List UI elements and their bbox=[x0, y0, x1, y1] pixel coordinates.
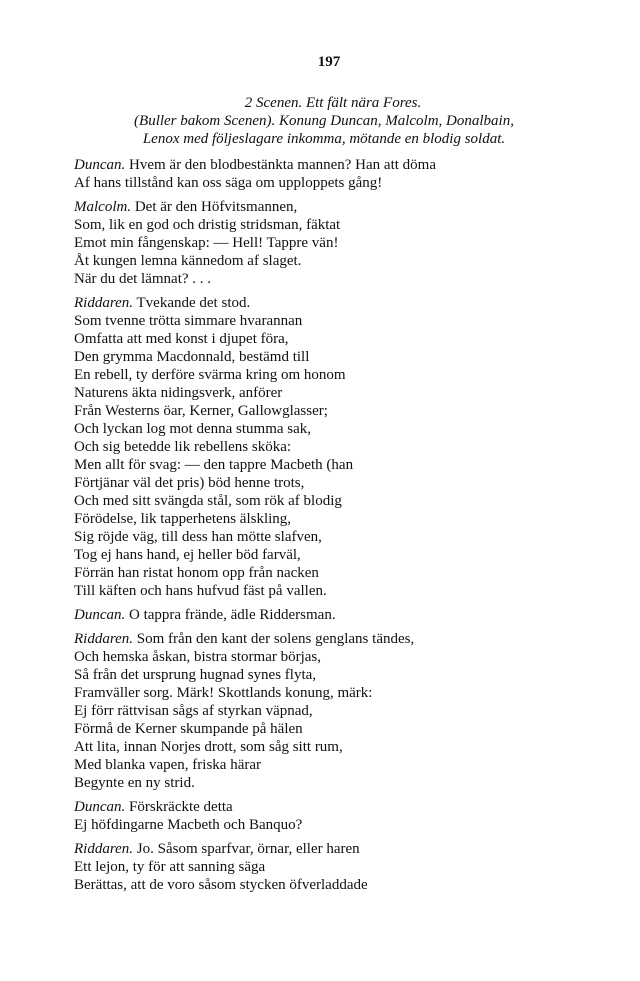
page-number: 197 bbox=[317, 54, 341, 70]
verse-line bbox=[74, 234, 574, 252]
line-text: Men allt för svag: — den tappre Macbeth (han bbox=[74, 457, 354, 473]
verse-line bbox=[74, 798, 574, 816]
line-text: Som tvenne trötta simmare hvarannan bbox=[74, 313, 303, 329]
line-text: Förtjänar väl det pris) böd henne trots, bbox=[74, 475, 305, 491]
stage-direction bbox=[74, 112, 574, 148]
line-text: Berättas, att de voro såsom stycken öfverladdade bbox=[74, 877, 368, 893]
speaker-name: Riddaren. bbox=[74, 295, 134, 311]
line-text: Sig röjde väg, till dess han mötte slafven, bbox=[74, 529, 322, 545]
line-text: Förödelse, lik tapperhetens älskling, bbox=[74, 511, 292, 527]
line-text: När du det lämnat? . . . bbox=[74, 271, 212, 287]
line-text: Hvem är den blodbestänkta mannen? Han att döma bbox=[129, 157, 436, 173]
verse-line bbox=[74, 216, 574, 234]
line-text: Ej höfdingarne Macbeth och Banquo? bbox=[74, 817, 303, 833]
verse-line bbox=[74, 156, 574, 174]
speech-block bbox=[74, 630, 574, 792]
verse-line bbox=[74, 528, 574, 546]
verse-line bbox=[74, 720, 574, 738]
line-text: Och sig betedde lik rebellens sköka: bbox=[74, 439, 292, 455]
verse-line bbox=[74, 312, 574, 330]
scene-title: 2 Scenen. Ett fält nära Fores. bbox=[244, 95, 422, 111]
line-text: Det är den Höfvitsmannen, bbox=[134, 199, 298, 215]
line-text: Att lita, innan Norjes drott, som såg sitt rum, bbox=[74, 739, 343, 755]
dialogue bbox=[74, 156, 574, 894]
line-text: Omfatta att med konst i djupet föra, bbox=[74, 331, 289, 347]
verse-line bbox=[74, 438, 574, 456]
line-text: Och med sitt svängda stål, som rök af blodig bbox=[74, 493, 342, 509]
line-text: Tvekande det stod. bbox=[136, 295, 251, 311]
line-text: Emot min fångenskap: — Hell! Tappre vän! bbox=[74, 235, 339, 251]
speech-block bbox=[74, 840, 574, 894]
verse-line bbox=[74, 330, 574, 348]
line-text: Och hemska åskan, bistra stormar börjas, bbox=[74, 649, 322, 665]
verse-line bbox=[74, 606, 574, 624]
speech-block bbox=[74, 198, 574, 288]
verse-line bbox=[74, 648, 574, 666]
verse-line bbox=[74, 876, 574, 894]
line-text: Som från den kant der solens genglans tändes, bbox=[136, 631, 415, 647]
line-text: Åt kungen lemna kännedom af slaget. bbox=[74, 253, 302, 269]
verse-line bbox=[74, 702, 574, 720]
verse-line bbox=[74, 630, 574, 648]
line-text: Tog ej hans hand, ej heller böd farväl, bbox=[74, 547, 301, 563]
line-text: Af hans tillstånd kan oss säga om upploppets gång! bbox=[74, 175, 383, 191]
line-text: Till käften och hans hufvud fäst på vallen. bbox=[74, 583, 327, 599]
line-text: Ej förr rättvisan sågs af styrkan väpnad, bbox=[74, 703, 313, 719]
verse-line bbox=[74, 774, 574, 792]
book-page bbox=[74, 52, 574, 900]
line-text: Som, lik en god och dristig stridsman, fäktat bbox=[74, 217, 341, 233]
speech-block bbox=[74, 294, 574, 600]
verse-line bbox=[74, 510, 574, 528]
speaker-name: Duncan. bbox=[74, 607, 126, 623]
verse-line bbox=[74, 564, 574, 582]
line-text: Begynte en ny strid. bbox=[74, 775, 195, 791]
line-text: En rebell, ty derföre svärma kring om honom bbox=[74, 367, 346, 383]
speech-block bbox=[74, 156, 574, 192]
verse-line bbox=[74, 252, 574, 270]
line-text: Naturens äkta nidingsverk, anförer bbox=[74, 385, 283, 401]
line-text: Den grymma Macdonnald, bestämd till bbox=[74, 349, 310, 365]
speech-block bbox=[74, 606, 574, 624]
speaker-name: Malcolm. bbox=[74, 199, 132, 215]
verse-line bbox=[74, 348, 574, 366]
verse-line bbox=[74, 582, 574, 600]
line-text: Jo. Såsom sparfvar, örnar, eller haren bbox=[136, 841, 360, 857]
verse-line bbox=[74, 816, 574, 834]
verse-line bbox=[74, 684, 574, 702]
verse-line bbox=[74, 756, 574, 774]
verse-line bbox=[74, 666, 574, 684]
line-text: Förmå de Kerner skumpande på hälen bbox=[74, 721, 303, 737]
verse-line bbox=[74, 384, 574, 402]
verse-line bbox=[74, 366, 574, 384]
stage-direction-line: (Buller bakom Scenen). Konung Duncan, Malcolm, Donalbain, bbox=[134, 113, 514, 129]
verse-line bbox=[74, 546, 574, 564]
line-text: Framväller sorg. Märk! Skottlands konung, märk: bbox=[74, 685, 373, 701]
speaker-name: Duncan. bbox=[74, 799, 126, 815]
verse-line bbox=[74, 270, 574, 288]
line-text: Förskräckte detta bbox=[129, 799, 233, 815]
verse-line bbox=[74, 294, 574, 312]
verse-line bbox=[74, 474, 574, 492]
verse-line bbox=[74, 174, 574, 192]
speech-block bbox=[74, 798, 574, 834]
stage-direction-line: Lenox med följeslagare inkomma, mötande en blodig soldat. bbox=[142, 131, 506, 147]
line-text: Och lyckan log mot denna stumma sak, bbox=[74, 421, 312, 437]
speaker-name: Duncan. bbox=[74, 157, 126, 173]
verse-line bbox=[74, 198, 574, 216]
line-text: O tappra frände, ädle Riddersman. bbox=[129, 607, 336, 623]
verse-line bbox=[74, 492, 574, 510]
speaker-name: Riddaren. bbox=[74, 841, 134, 857]
verse-line bbox=[74, 858, 574, 876]
verse-line bbox=[74, 738, 574, 756]
verse-line bbox=[74, 456, 574, 474]
line-text: Förrän han ristat honom opp från nacken bbox=[74, 565, 319, 581]
verse-line bbox=[74, 420, 574, 438]
speaker-name: Riddaren. bbox=[74, 631, 134, 647]
verse-line bbox=[74, 840, 574, 858]
line-text: Så från det ursprung hugnad synes flyta, bbox=[74, 667, 317, 683]
line-text: Från Westerns öar, Kerner, Gallowglasser; bbox=[74, 403, 328, 419]
line-text: Ett lejon, ty för att sanning säga bbox=[74, 859, 266, 875]
line-text: Med blanka vapen, friska härar bbox=[74, 757, 262, 773]
verse-line bbox=[74, 402, 574, 420]
